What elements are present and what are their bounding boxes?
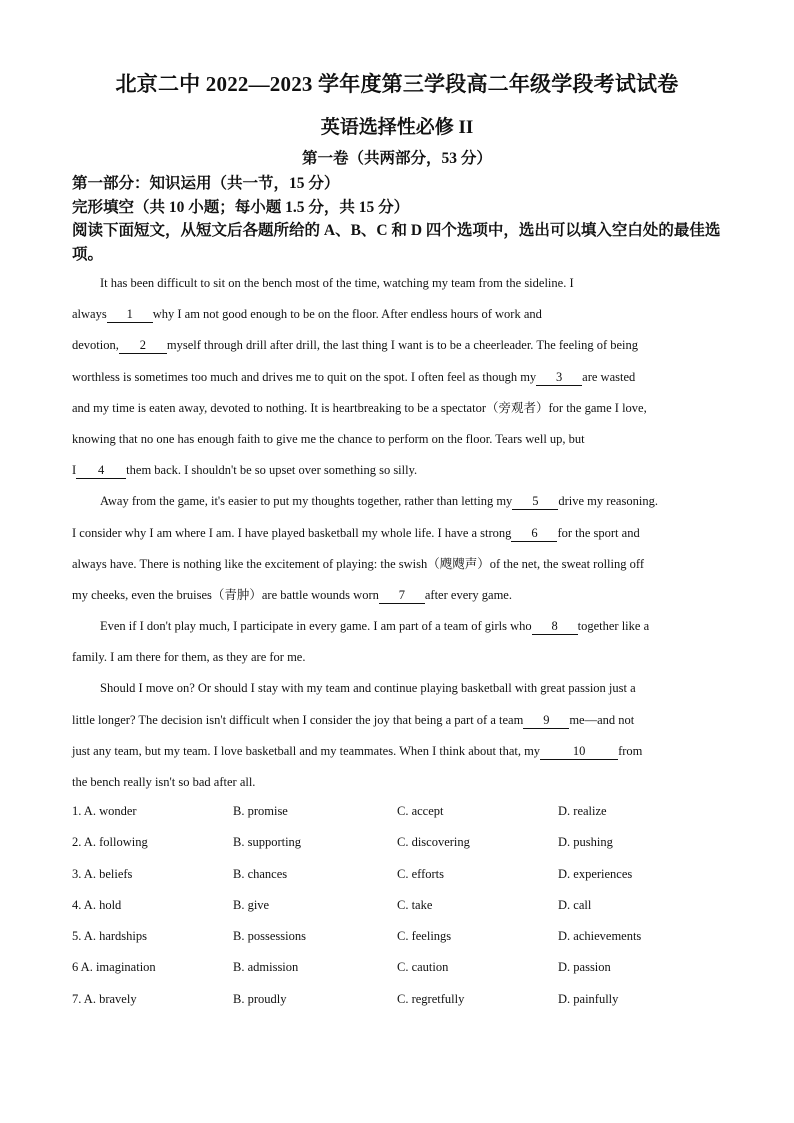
blank-5: 5 [512,494,558,510]
passage-line [72,580,728,611]
option-d: D. painfully [558,991,619,1006]
option-a: 7. A. bravely [72,991,137,1006]
option-a: 1. A. wonder [72,804,137,818]
passage-line [72,767,728,798]
passage-text: Even if I don't play much, I participate in every game. I am part of a team of girls who [100,619,532,634]
passage-line [72,268,728,299]
passage-text: drive my reasoning. [558,494,658,509]
passage-text: family. I am there for them, as they are for me. [72,650,306,665]
question-options [72,923,732,954]
passage-line [72,393,728,424]
option-b: B. give [233,897,270,912]
option-b: B. promise [233,804,288,818]
passage-text: Away from the game, it's easier to put my thoughts together, rather than letting my [100,494,513,509]
passage-text: why I am not good enough to be on the floor. After endless hours of work and [152,307,542,322]
option-a: 6 A. imagination [72,960,156,975]
exam-title: 北京二中 2022—2023 学年度第三学段高二年级学段考试试卷 [115,72,679,96]
passage-line [72,736,728,767]
option-a: 2. A. following [72,835,148,850]
passage-line [72,299,728,330]
passage-text: always have. There is nothing like the excitement of playing: the swish（飕飕声）of the net, the sweat rolling off [72,556,644,571]
blank-6: 6 [511,526,557,542]
passage-text: just any team, but my team. I love basketball and my teammates. When I think about that, my [72,743,541,758]
passage-text: together like a [577,619,650,634]
answer-options [72,798,732,1017]
passage-text: for the sport and [557,525,640,540]
blank-2: 2 [119,338,167,354]
option-d: D. experiences [558,866,633,881]
blank-4: 4 [76,463,126,479]
passage-text: always [72,307,107,322]
option-b: B. supporting [233,835,302,850]
blank-1: 1 [107,307,153,323]
passage-text: worthless is sometimes too much and drives me to quit on the spot. I often feel as though my [72,369,537,384]
option-c: C. feelings [397,929,452,944]
passage-line [72,673,728,704]
option-d: D. pushing [558,835,613,850]
question-options [72,892,732,923]
passage-text: Should I move on? Or should I stay with my team and continue playing basketball with great passion just a [100,681,636,696]
instructions: 阅读下面短文，从短文后各题所给的 A、B、C 和 D 四个选项中，选出可以填入空白处的最佳选项。 [72,222,721,263]
passage-text: me—and not [569,712,635,727]
passage-text: are wasted [582,369,636,384]
option-d: D. passion [558,960,611,975]
passage-line [72,424,728,455]
passage-text: knowing that no one has enough faith to give me the chance to perform on the floor. Tears well up, but [72,431,585,446]
question-options [72,798,732,829]
passage-text: after every game. [424,587,512,602]
option-a: 5. A. hardships [72,929,147,944]
passage-line [72,705,728,736]
volume-title: 第一卷（共两部分，53 分） [302,150,492,167]
subject-title: 英语选择性必修 II [320,117,474,138]
option-b: B. possessions [233,929,306,944]
passage-text: devotion, [72,338,119,353]
passage-text: my cheeks, even the bruises（青肿）are battle wounds worn [72,587,379,602]
option-a: 4. A. hold [72,897,122,912]
passage-text: the bench really isn't so bad after all. [72,775,256,789]
option-b: B. proudly [233,991,287,1006]
option-c: C. discovering [397,835,470,850]
cloze-passage [72,268,728,798]
cloze-heading: 完形填空（共 10 小题；每小题 1.5 分，共 15 分） [72,199,410,216]
option-b: B. admission [233,960,299,975]
blank-3: 3 [536,370,582,386]
option-c: C. efforts [397,866,444,881]
option-d: D. call [558,897,592,912]
option-d: D. realize [558,804,607,818]
passage-text: myself through drill after drill, the last thing I want is to be a cheerleader. The feeling of being [166,338,639,353]
passage-line [72,518,728,549]
passage-line [72,362,728,393]
blank-10: 10 [540,744,618,760]
question-options [72,954,732,985]
passage-line [72,486,728,517]
passage-text: It has been difficult to sit on the bench most of the time, watching my team from the sideline. I [100,276,574,290]
passage-line [72,642,728,673]
passage-text: them back. I shouldn't be so upset over something so silly. [126,463,418,478]
question-options [72,986,732,1017]
passage-text: I consider why I am where I am. I have played basketball my whole life. I have a strong [72,525,512,540]
option-b: B. chances [233,866,288,881]
passage-line [72,330,728,361]
passage-line [72,549,728,580]
question-options [72,829,732,860]
passage-line [72,455,728,486]
passage-line [72,611,728,642]
option-c: C. caution [397,960,449,975]
part-heading: 第一部分：知识运用（共一节，15 分） [72,175,340,192]
option-a: 3. A. beliefs [72,866,133,881]
blank-8: 8 [532,619,578,635]
blank-9: 9 [523,713,569,729]
option-d: D. achievements [558,929,642,944]
blank-7: 7 [379,588,425,604]
passage-text: little longer? The decision isn't difficult when I consider the joy that being a part of a team [72,712,524,727]
option-c: C. regretfully [397,991,465,1006]
question-options [72,861,732,892]
option-c: C. take [397,897,433,912]
passage-text: I [72,463,77,478]
option-c: C. accept [397,804,444,818]
passage-text: and my time is eaten away, devoted to nothing. It is heartbreaking to be a spectator（旁观者）for the game I love, [72,400,647,415]
passage-text: from [618,743,643,758]
